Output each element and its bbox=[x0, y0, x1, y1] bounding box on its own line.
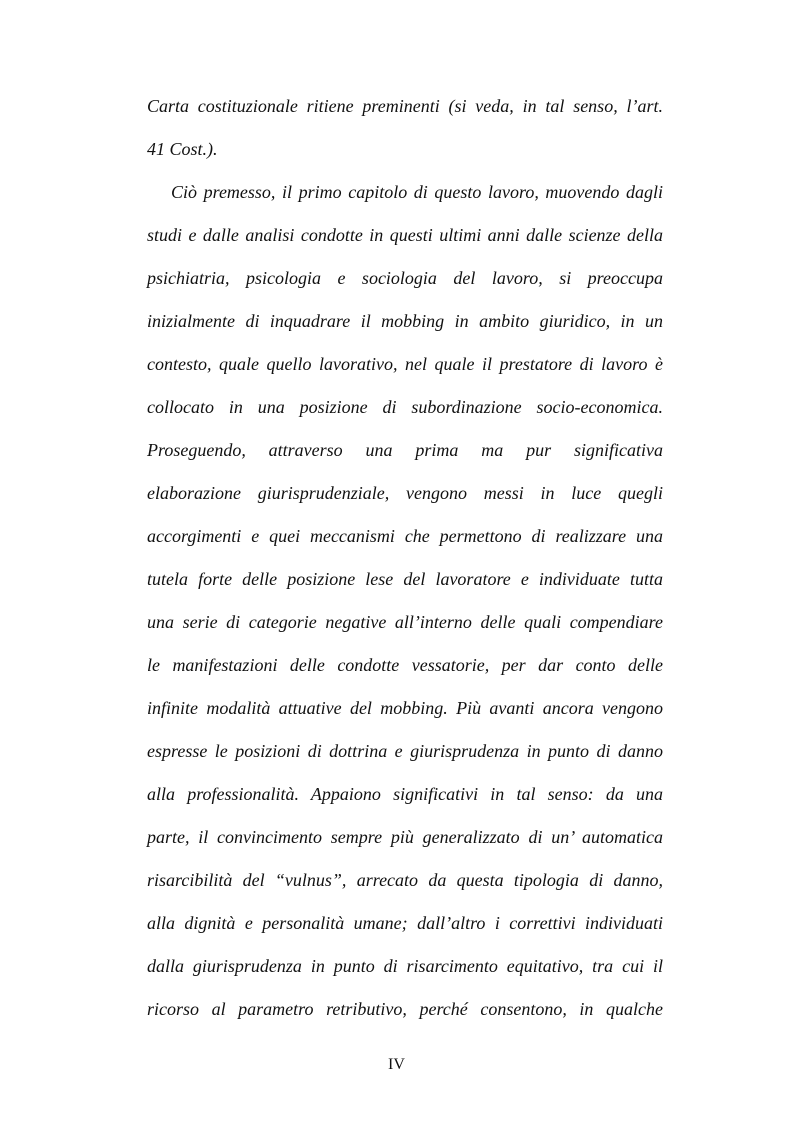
text-line: contesto, quale quello lavorativo, nel quale il prestatore di lavoro è bbox=[147, 354, 663, 374]
text-line: psichiatria, psicologia e sociologia del lavoro, si preoccupa bbox=[147, 268, 663, 288]
text-line: alla dignità e personalità umane; dall’altro i correttivi individuati bbox=[147, 913, 663, 933]
text-line: 41 Cost.). bbox=[147, 139, 218, 159]
text-line: risarcibilità del “vulnus”, arrecato da questa tipologia di danno, bbox=[147, 870, 663, 890]
text-line: accorgimenti e quei meccanismi che permettono di realizzare una bbox=[147, 526, 663, 546]
text-line: una serie di categorie negative all’interno delle quali compendiare bbox=[147, 612, 663, 632]
text-line: dalla giurisprudenza in punto di risarcimento equitativo, tra cui il bbox=[147, 956, 663, 976]
text-line: Ciò premesso, il primo capitolo di questo lavoro, muovendo dagli bbox=[171, 182, 663, 202]
text-line: collocato in una posizione di subordinazione socio-economica. bbox=[147, 397, 663, 417]
text-line: infinite modalità attuative del mobbing. Più avanti ancora vengono bbox=[147, 698, 663, 718]
text-line: le manifestazioni delle condotte vessatorie, per dar conto delle bbox=[147, 655, 663, 675]
text-line: espresse le posizioni di dottrina e giurisprudenza in punto di danno bbox=[147, 741, 663, 761]
text-line: Proseguendo, attraverso una prima ma pur significativa bbox=[147, 440, 663, 460]
text-line: parte, il convincimento sempre più generalizzato di un’ automatica bbox=[147, 827, 663, 847]
text-line: tutela forte delle posizione lese del lavoratore e individuate tutta bbox=[147, 569, 663, 589]
text-line: studi e dalle analisi condotte in questi ultimi anni dalle scienze della bbox=[147, 225, 663, 245]
text-line: inizialmente di inquadrare il mobbing in ambito giuridico, in un bbox=[147, 311, 663, 331]
text-line: elaborazione giurisprudenziale, vengono messi in luce quegli bbox=[147, 483, 663, 503]
text-line: Carta costituzionale ritiene preminenti (si veda, in tal senso, l’art. bbox=[147, 96, 663, 116]
text-line: ricorso al parametro retributivo, perché consentono, in qualche bbox=[147, 999, 663, 1019]
page-number: IV bbox=[388, 1056, 405, 1073]
text-line: alla professionalità. Appaiono significativi in tal senso: da una bbox=[147, 784, 663, 804]
